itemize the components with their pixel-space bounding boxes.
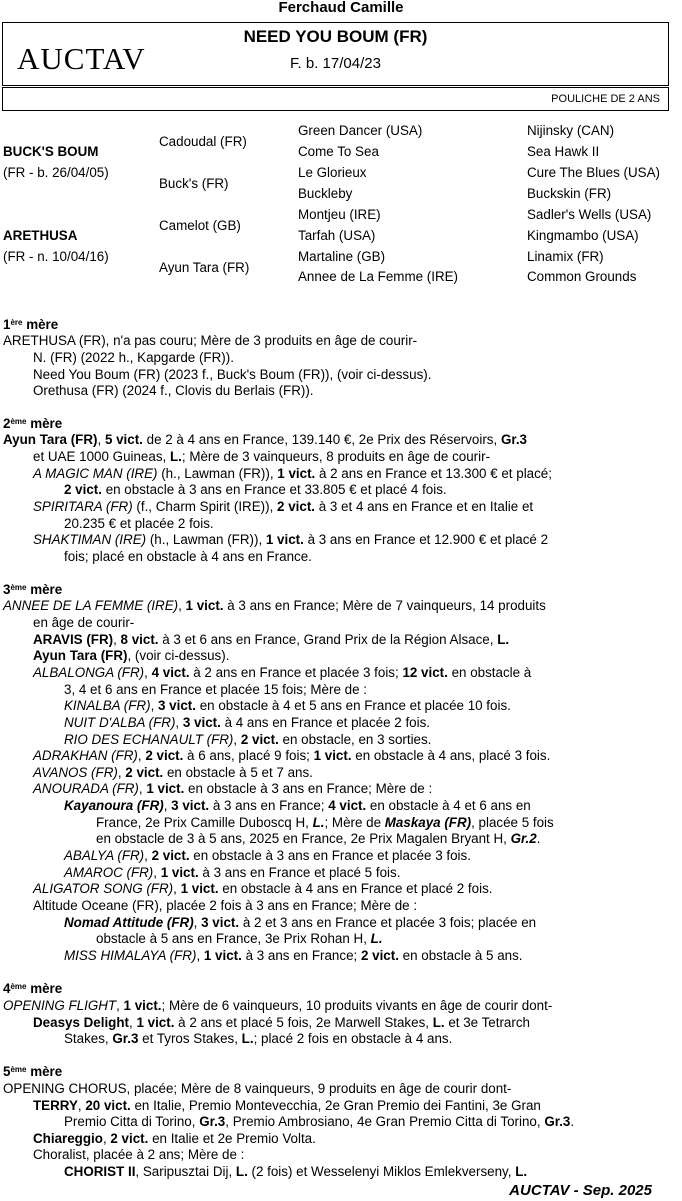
family-line: Ayun Tara (FR), 5 vict. de 2 à 4 ans en France, 139.140 €, 2e Prix des Réservoirs, Gr.3 [3,432,527,447]
family-line: France, 2e Prix Camille Duboscq H, L.; Mère de Maskaya (FR), placée 5 fois [96,815,554,830]
footer-credit: AUCTAV - Sep. 2025 [509,1182,652,1199]
family-line: ALBALONGA (FR), 4 vict. à 2 ans en France et placée 3 fois; 12 vict. en obstacle à [33,665,532,680]
family-line: Chiareggio, 2 vict. en Italie et 2e Premio Volta. [33,1131,316,1146]
family-line: Deasys Delight, 1 vict. à 2 ans et placé 5 fois, 2e Marwell Stakes, L. et 3e Tetrarch [33,1015,530,1030]
dam-info: (FR - n. 10/04/16) [3,249,109,264]
pedigree-gen4: Cure The Blues (USA) [527,165,660,180]
family-line: NUIT D'ALBA (FR), 3 vict. à 4 ans en France et placée 2 fois. [64,715,431,730]
section-heading: 3ème mère [3,582,63,597]
horse-info: F. b. 17/04/23 [290,55,381,72]
family-line: ARETHUSA (FR), n'a pas couru; Mère de 3 produits en âge de courir- [3,333,418,348]
category-box [2,87,669,111]
family-line: ADRAKHAN (FR), 2 vict. à 6 ans, placé 9 fois; 1 vict. en obstacle à 4 ans, placé 3 fois. [33,748,551,763]
family-line: ABALYA (FR), 2 vict. en obstacle à 3 ans en France et placée 3 fois. [64,848,471,863]
family-line: obstacle à 5 ans en France, 3e Prix Rohan H, L. [96,931,383,946]
family-line: Premio Citta di Torino, Gr.3, Premio Ambrosiano, 4e Gran Premio Citta di Torino, Gr.3. [64,1114,575,1129]
horse-name: NEED YOU BOUM (FR) [243,27,428,46]
family-line: Kayanoura (FR), 3 vict. à 3 ans en France; 4 vict. en obstacle à 4 et 6 ans en [64,798,531,813]
header-box [2,22,669,86]
family-line: en obstacle de 3 à 5 ans, 2025 en France, 2e Prix Magalen Bryant H, Gr.2. [96,831,541,846]
family-line: RIO DES ECHANAULT (FR), 2 vict. en obstacle, en 3 sorties. [64,732,432,747]
family-line: N. (FR) (2022 h., Kapgarde (FR)). [33,350,234,365]
family-line: SPIRITARA (FR) (f., Charm Spirit (IRE)), 2 vict. à 3 et 4 ans en France et en Italie et [33,499,534,514]
pedigree-gen4: Sadler's Wells (USA) [527,207,652,222]
pedigree-gen3: Annee de La Femme (IRE) [298,269,459,284]
family-line: ARAVIS (FR), 8 vict. à 3 et 6 ans en France, Grand Prix de la Région Alsace, L. [33,632,510,647]
family-line: MISS HIMALAYA (FR), 1 vict. à 3 ans en France; 2 vict. en obstacle à 5 ans. [64,948,523,963]
section-heading: 2ème mère [3,416,63,431]
section-heading: 5ème mère [3,1064,63,1079]
family-line: Stakes, Gr.3 et Tyros Stakes, L.; placé 2 fois en obstacle à 4 ans. [64,1031,453,1046]
sire-name: BUCK'S BOUM [3,144,99,159]
pedigree-gen2: Camelot (GB) [159,218,241,233]
family-line: OPENING CHORUS, placée; Mère de 8 vainqueurs, 9 produits en âge de courir dont- [3,1081,512,1096]
section-heading: 4ème mère [3,981,63,996]
family-line: CHORIST II, Saripusztai Dij, L. (2 fois) et Wesselenyi Miklos Emlekverseny, L. [64,1164,528,1179]
family-line: OPENING FLIGHT, 1 vict.; Mère de 6 vainqueurs, 10 produits vivants en âge de courir dont- [3,998,553,1013]
family-line: KINALBA (FR), 3 vict. en obstacle à 4 et 5 ans en France et placée 10 fois. [64,698,511,713]
pedigree-gen2: Buck's (FR) [159,176,229,191]
family-line: TERRY, 20 vict. en Italie, Premio Montevecchia, 2e Gran Premio dei Fantini, 3e Gran [33,1098,541,1113]
family-line: ANOURADA (FR), 1 vict. en obstacle à 3 ans en France; Mère de : [33,781,433,796]
sire-info: (FR - b. 26/04/05) [3,165,109,180]
pedigree-gen3: Martaline (GB) [298,249,386,264]
category-label: POULICHE DE 2 ANS [551,93,660,105]
family-line: ALIGATOR SONG (FR), 1 vict. en obstacle à 4 ans en France et placé 2 fois. [33,881,493,896]
family-line: SHAKTIMAN (IRE) (h., Lawman (FR)), 1 vict. à 3 ans en France et 12.900 € et placé 2 [33,532,549,547]
dam-name: ARETHUSA [3,228,78,243]
family-line: A MAGIC MAN (IRE) (h., Lawman (FR)), 1 vict. à 2 ans en France et 13.300 € et placé; [33,466,552,481]
pedigree-gen3: Buckleby [298,186,353,201]
pedigree-gen2: Ayun Tara (FR) [159,260,250,275]
pedigree-gen4: Sea Hawk II [527,144,600,159]
family-line: Altitude Oceane (FR), placée 2 fois à 3 ans en France; Mère de : [33,898,418,913]
section-heading: 1ère mère [3,317,59,332]
family-line: Ayun Tara (FR), (voir ci-dessus). [33,648,230,663]
family-line: et UAE 1000 Guineas, L.; Mère de 3 vainqueurs, 8 produits en âge de courir- [33,449,491,464]
pedigree-gen4: Kingmambo (USA) [527,228,639,243]
family-line: 3, 4 et 6 ans en France et placée 15 fois; Mère de : [64,682,367,697]
pedigree-gen3: Green Dancer (USA) [298,123,423,138]
family-line: AMAROC (FR), 1 vict. à 3 ans en France et placé 5 fois. [64,865,401,880]
pedigree-gen3: Le Glorieux [298,165,367,180]
pedigree-gen4: Linamix (FR) [527,249,604,264]
pedigree-gen4: Common Grounds [527,269,637,284]
pedigree-gen3: Tarfah (USA) [298,228,376,243]
pedigree-gen3: Come To Sea [298,144,379,159]
consignor-name: Ferchaud Camille [278,0,404,16]
family-line: Choralist, placée à 2 ans; Mère de : [33,1147,245,1162]
family-line: Nomad Attitude (FR), 3 vict. à 2 et 3 ans en France et placée 3 fois; placée en [64,915,537,930]
pedigree-gen4: Buckskin (FR) [527,186,612,201]
family-line: fois; placé en obstacle à 4 ans en France. [64,549,312,564]
family-line: 20.235 € et placée 2 fois. [64,516,214,531]
family-line: 2 vict. en obstacle à 3 ans en France et 33.805 € et placé 4 fois. [64,482,447,497]
family-line: Orethusa (FR) (2024 f., Clovis du Berlais (FR)). [33,383,314,398]
pedigree-gen2: Cadoudal (FR) [159,134,247,149]
family-line: en âge de courir- [33,615,135,630]
family-line: ANNEE DE LA FEMME (IRE), 1 vict. à 3 ans en France; Mère de 7 vainqueurs, 14 produits [3,598,546,613]
family-line: Need You Boum (FR) (2023 f., Buck's Boum (FR)), (voir ci-dessus). [33,367,432,382]
pedigree-gen4: Nijinsky (CAN) [527,123,615,138]
family-line: AVANOS (FR), 2 vict. en obstacle à 5 et 7 ans. [33,765,313,780]
pedigree-gen3: Montjeu (IRE) [298,207,381,222]
auctav-logo: AUCTAV [17,41,146,76]
